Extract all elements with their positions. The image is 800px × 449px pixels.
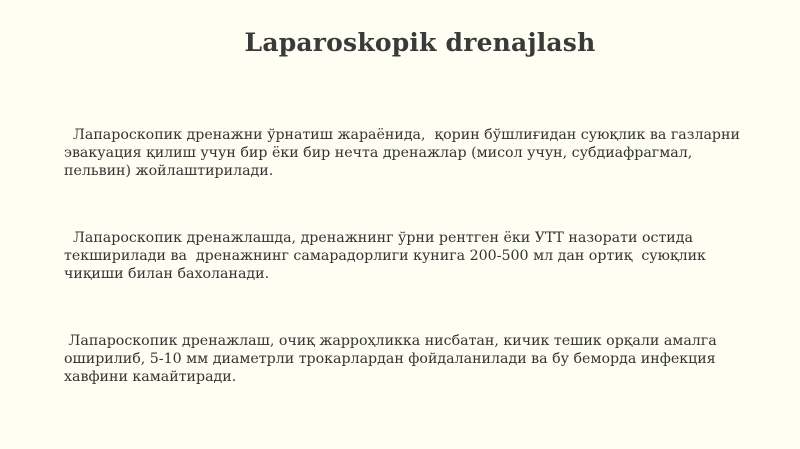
- paragraph-drain-placement: Лапароскопик дренажни ўрнатиш жараёнида, қорин бўшлиғидан суюқлик ва газларни эвакуация қилиш учун бир ёки бир нечта дренажлар (мисол учун, субдиафрагмал, пельвин) жойлаштирилади.: [64, 127, 745, 179]
- paragraph-laparoscopic-advantages: Лапароскопик дренажлаш, очиқ жарроҳликка нисбатан, кичик тешик орқали амалга оширилиб, 5-10 мм диаметрли трокарлардан фойдаланилади ва бу беморда инфекция хавфини камайтиради.: [64, 333, 722, 385]
- slide-title: Laparoskopik drenajlash: [244, 28, 596, 57]
- paragraph-drain-control: Лапароскопик дренажлашда, дренажнинг ўрни рентген ёки УТТ назорати остида текширилади ва дренажнинг самарадорлиги кунига 200-500 мл дан ортиқ суюқлик чиқиши билан бахоланади.: [64, 230, 711, 282]
